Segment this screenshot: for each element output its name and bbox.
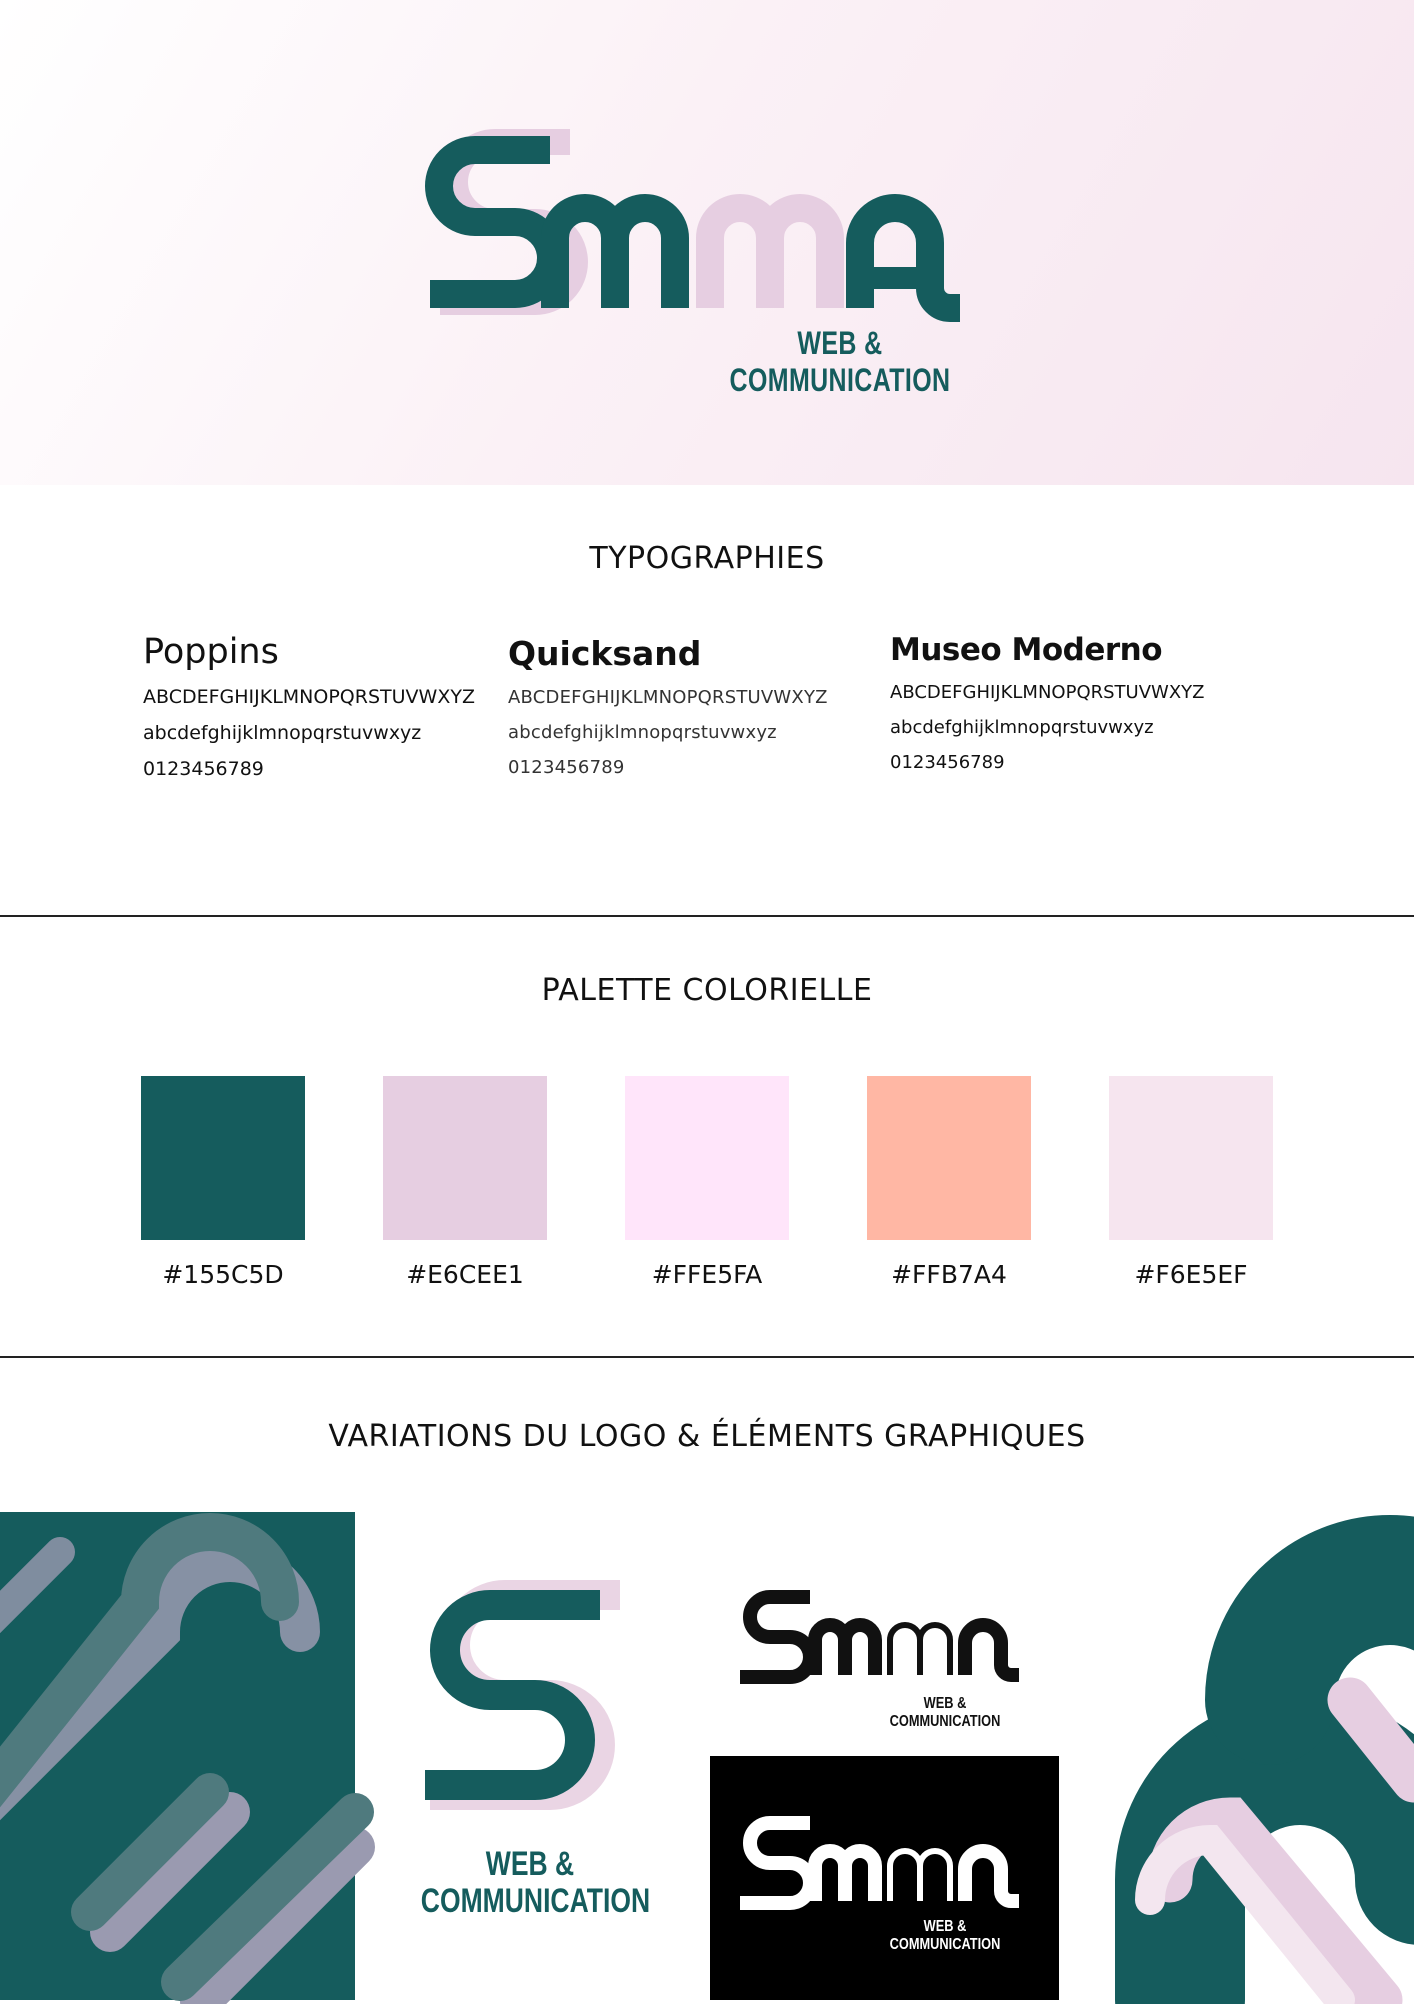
font-sample-quicksand [508,634,828,792]
color-code: #FFB7A4 [891,1260,1007,1289]
typography-title: TYPOGRAPHIES [589,541,825,576]
logo-variant-black [735,1585,1035,1730]
font-sample-poppins [143,632,475,794]
font-lowercase: abcdefghijklmnopqrstuvwxyz [143,722,422,744]
hero-banner [0,0,1414,485]
color-swatch [383,1076,547,1240]
logo-tagline: WEB & COMMUNICATION [729,325,951,398]
font-digits: 0123456789 [890,752,1005,773]
font-digits: 0123456789 [508,757,625,778]
section-divider [0,915,1414,917]
font-name: Museo Moderno [890,632,1163,668]
font-digits: 0123456789 [143,758,264,780]
logo-variant-white-on-black [710,1756,1059,2000]
color-code: #155C5D [162,1260,284,1289]
font-uppercase: ABCDEFGHIJKLMNOPQRSTUVWXYZ [143,686,475,708]
color-swatch [1109,1076,1273,1240]
font-name: Poppins [143,632,279,672]
font-uppercase: ABCDEFGHIJKLMNOPQRSTUVWXYZ [890,682,1205,703]
color-code: #F6E5EF [1134,1260,1248,1289]
pattern-tile-green [0,1512,355,2000]
palette-title: PALETTE COLORIELLE [541,973,873,1008]
white-logo-tagline: WEB & COMMUNICATION [889,1918,1001,1953]
graphic-element-large [1060,1580,1414,2000]
font-uppercase: ABCDEFGHIJKLMNOPQRSTUVWXYZ [508,687,828,708]
color-code: #E6CEE1 [406,1260,524,1289]
font-name: Quicksand [508,634,702,673]
stacked-tagline-line2: COMMUNICATION [420,1882,651,1920]
black-logo-tagline: WEB & COMMUNICATION [889,1695,1001,1730]
stacked-tagline-line1: WEB & [485,1845,575,1883]
font-lowercase: abcdefghijklmnopqrstuvwxyz [890,717,1154,738]
font-sample-museo-moderno [890,632,1205,787]
main-logo [420,118,1000,328]
color-code: #FFE5FA [651,1260,763,1289]
color-swatch [141,1076,305,1240]
section-divider [0,1356,1414,1358]
logo-variant-stacked [410,1560,650,1920]
variations-title: VARIATIONS DU LOGO & ÉLÉMENTS GRAPHIQUES [328,1419,1086,1454]
color-swatch [867,1076,1031,1240]
font-lowercase: abcdefghijklmnopqrstuvwxyz [508,722,777,743]
color-swatch [625,1076,789,1240]
